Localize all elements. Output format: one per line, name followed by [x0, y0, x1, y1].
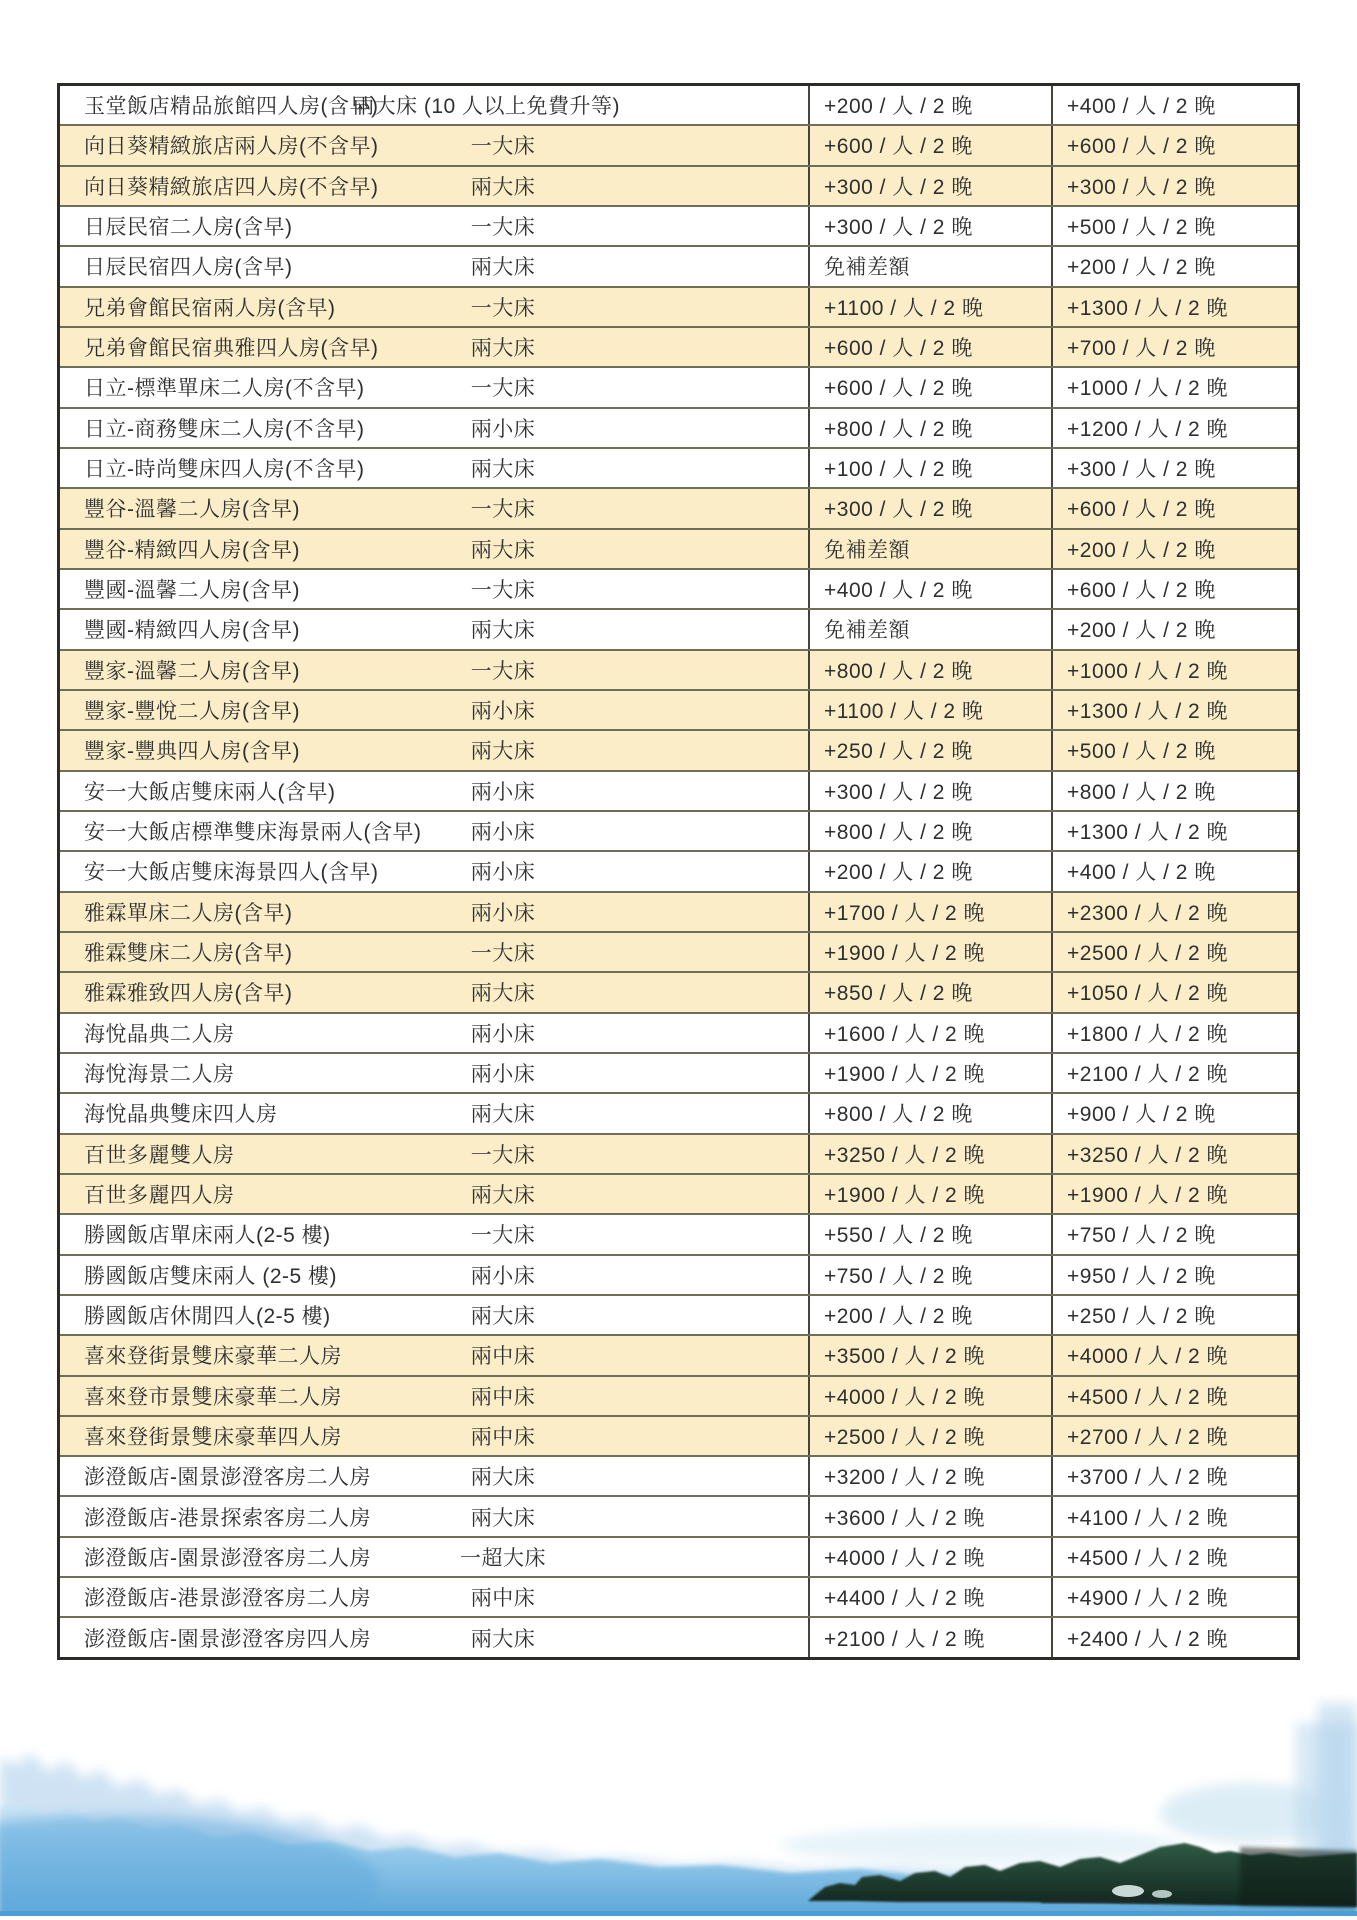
table-row	[60, 649, 1297, 689]
room-name-cell	[60, 489, 808, 527]
bed-type: 兩中床	[470, 1385, 536, 1409]
table-row	[60, 1254, 1297, 1294]
price-col2: +4000 / 人 / 2 晚	[1051, 1336, 1297, 1374]
price-col2: +400 / 人 / 2 晚	[1051, 86, 1297, 124]
room-name-cell	[60, 973, 808, 1011]
bed-type: 一大床	[470, 1143, 536, 1167]
price-col1: +1100 / 人 / 2 晚	[808, 288, 1051, 326]
price-col2: +1300 / 人 / 2 晚	[1051, 691, 1297, 729]
price-col1: +850 / 人 / 2 晚	[808, 973, 1051, 1011]
bed-type: 兩大床	[470, 1506, 536, 1530]
boat-white-2	[1152, 1890, 1172, 1898]
bed-type: 兩大床	[470, 740, 536, 764]
room-name: 百世多麗雙人房	[84, 1143, 235, 1167]
bed-type: 一大床	[470, 377, 536, 401]
price-col2: +300 / 人 / 2 晚	[1051, 449, 1297, 487]
price-col2: +700 / 人 / 2 晚	[1051, 328, 1297, 366]
bottom-white	[0, 1916, 1357, 1920]
price-col2: +4500 / 人 / 2 晚	[1051, 1377, 1297, 1415]
island-shadow	[1240, 1847, 1357, 1907]
table-row	[60, 1415, 1297, 1455]
bed-type: 兩小床	[470, 700, 536, 724]
price-col2: +500 / 人 / 2 晚	[1051, 731, 1297, 769]
room-name-cell	[60, 772, 808, 810]
room-name-cell	[60, 449, 808, 487]
room-name: 向日葵精緻旅店四人房(不含早)	[84, 175, 379, 199]
room-name-cell	[60, 1054, 808, 1092]
room-name: 安一大飯店雙床海景四人(含早)	[84, 861, 379, 885]
table-row	[60, 528, 1297, 568]
price-col1: +550 / 人 / 2 晚	[808, 1215, 1051, 1253]
room-name: 澎澄飯店-港景澎澄客房二人房	[84, 1587, 371, 1611]
room-name: 安一大飯店標準雙床海景兩人(含早)	[84, 821, 422, 845]
price-col1: +400 / 人 / 2 晚	[808, 570, 1051, 608]
bed-type: 一大床	[470, 1224, 536, 1248]
price-col2: +2500 / 人 / 2 晚	[1051, 933, 1297, 971]
table-row	[60, 608, 1297, 648]
table-row	[60, 407, 1297, 447]
boat-white	[1112, 1885, 1144, 1897]
price-col1: +4000 / 人 / 2 晚	[808, 1538, 1051, 1576]
bed-type: 兩大床	[470, 1103, 536, 1127]
price-col1: +300 / 人 / 2 晚	[808, 772, 1051, 810]
price-col2: +950 / 人 / 2 晚	[1051, 1256, 1297, 1294]
room-name-cell	[60, 247, 808, 285]
bed-type: 兩大床	[470, 256, 536, 280]
price-col2: +600 / 人 / 2 晚	[1051, 126, 1297, 164]
room-name-cell	[60, 651, 808, 689]
table-row	[60, 1173, 1297, 1213]
room-name: 豐谷-溫馨二人房(含早)	[84, 498, 300, 522]
room-name-cell	[60, 812, 808, 850]
price-col1: +600 / 人 / 2 晚	[808, 126, 1051, 164]
price-col1: +2500 / 人 / 2 晚	[808, 1417, 1051, 1455]
room-name: 雅霖單床二人房(含早)	[84, 901, 293, 925]
price-col1: +3250 / 人 / 2 晚	[808, 1135, 1051, 1173]
bed-type: 兩大床	[470, 1184, 536, 1208]
room-name-cell	[60, 126, 808, 164]
room-name-cell	[60, 1618, 808, 1656]
room-name: 日辰民宿四人房(含早)	[84, 256, 293, 280]
price-col2: +1200 / 人 / 2 晚	[1051, 409, 1297, 447]
room-name: 澎澄飯店-港景探索客房二人房	[84, 1506, 371, 1530]
room-name: 日辰民宿二人房(含早)	[84, 216, 293, 240]
table-row	[60, 891, 1297, 931]
room-name-cell	[60, 1336, 808, 1374]
room-name: 喜來登市景雙床豪華二人房	[84, 1385, 342, 1409]
price-col2: +900 / 人 / 2 晚	[1051, 1094, 1297, 1132]
room-name-cell	[60, 86, 808, 124]
room-name-cell	[60, 933, 808, 971]
bed-type: 兩中床	[470, 1587, 536, 1611]
table-row	[60, 1334, 1297, 1374]
room-name: 日立-商務雙床二人房(不含早)	[84, 417, 365, 441]
table-row	[60, 1455, 1297, 1495]
room-name: 豐家-溫馨二人房(含早)	[84, 659, 300, 683]
room-name-cell	[60, 207, 808, 245]
table-row	[60, 1012, 1297, 1052]
bed-type: 一超大床	[460, 1546, 546, 1570]
price-table-body	[60, 86, 1297, 1657]
table-row	[60, 770, 1297, 810]
room-name-cell	[60, 570, 808, 608]
room-name: 雅霖雅致四人房(含早)	[84, 982, 293, 1006]
bed-type: 一大床	[470, 216, 536, 240]
bottom-line	[0, 1911, 1357, 1916]
price-col1: +800 / 人 / 2 晚	[808, 812, 1051, 850]
room-name: 豐國-溫馨二人房(含早)	[84, 579, 300, 603]
price-col1: +200 / 人 / 2 晚	[808, 852, 1051, 890]
price-col2: +800 / 人 / 2 晚	[1051, 772, 1297, 810]
table-row	[60, 1213, 1297, 1253]
room-name-cell	[60, 409, 808, 447]
room-name-cell	[60, 691, 808, 729]
table-row	[60, 286, 1297, 326]
room-name: 海悅海景二人房	[84, 1063, 235, 1087]
price-col1: +4400 / 人 / 2 晚	[808, 1578, 1051, 1616]
table-row	[60, 124, 1297, 164]
room-name-cell	[60, 1175, 808, 1213]
room-name: 澎澄飯店-園景澎澄客房二人房	[84, 1466, 371, 1490]
sky-patch-2	[1160, 1783, 1340, 1843]
table-row	[60, 1052, 1297, 1092]
room-name-cell	[60, 610, 808, 648]
price-col1: +4000 / 人 / 2 晚	[808, 1377, 1051, 1415]
price-col2: +500 / 人 / 2 晚	[1051, 207, 1297, 245]
room-name-cell	[60, 1094, 808, 1132]
price-col1: +300 / 人 / 2 晚	[808, 167, 1051, 205]
price-col2: +4500 / 人 / 2 晚	[1051, 1538, 1297, 1576]
bed-type: 兩中床	[470, 1425, 536, 1449]
room-name: 澎澄飯店-園景澎澄客房四人房	[84, 1627, 371, 1651]
room-name-cell	[60, 368, 808, 406]
table-row	[60, 1092, 1297, 1132]
bed-type: 兩大床	[470, 1305, 536, 1328]
table-row	[60, 165, 1297, 205]
room-name: 兄弟會館民宿兩人房(含早)	[84, 296, 336, 320]
room-name: 向日葵精緻旅店兩人房(不含早)	[84, 135, 379, 159]
price-col1: +1700 / 人 / 2 晚	[808, 893, 1051, 931]
table-row	[60, 810, 1297, 850]
room-name-cell	[60, 530, 808, 568]
price-col1: 免補差額	[808, 610, 1051, 648]
price-table	[57, 83, 1300, 1660]
table-row	[60, 487, 1297, 527]
price-col2: +600 / 人 / 2 晚	[1051, 489, 1297, 527]
price-col2: +2300 / 人 / 2 晚	[1051, 893, 1297, 931]
price-col1: +1100 / 人 / 2 晚	[808, 691, 1051, 729]
table-row	[60, 1133, 1297, 1173]
room-name: 日立-標準單床二人房(不含早)	[84, 377, 365, 401]
bed-type: 兩大床 (10 人以上免費升等)	[353, 95, 621, 119]
sky-patch	[780, 1827, 1180, 1863]
room-name-cell	[60, 1538, 808, 1576]
room-name-cell	[60, 1014, 808, 1052]
table-row	[60, 1616, 1297, 1656]
price-col1: +600 / 人 / 2 晚	[808, 368, 1051, 406]
bed-type: 一大床	[470, 296, 536, 320]
price-col1: +1900 / 人 / 2 晚	[808, 1054, 1051, 1092]
room-name: 勝國飯店休閒四人(2-5 樓)	[84, 1305, 331, 1328]
price-col1: +3600 / 人 / 2 晚	[808, 1497, 1051, 1535]
price-col1: +200 / 人 / 2 晚	[808, 86, 1051, 124]
table-row	[60, 1536, 1297, 1576]
price-col2: +2400 / 人 / 2 晚	[1051, 1618, 1297, 1656]
room-name: 安一大飯店雙床兩人(含早)	[84, 780, 336, 804]
room-name: 海悅晶典二人房	[84, 1022, 235, 1046]
room-name: 澎澄飯店-園景澎澄客房二人房	[84, 1546, 371, 1570]
price-col2: +300 / 人 / 2 晚	[1051, 167, 1297, 205]
room-name-cell	[60, 1578, 808, 1616]
price-col1: +800 / 人 / 2 晚	[808, 409, 1051, 447]
price-col2: +1050 / 人 / 2 晚	[1051, 973, 1297, 1011]
bed-type: 兩大床	[470, 337, 536, 361]
table-row	[60, 1375, 1297, 1415]
room-name-cell	[60, 1256, 808, 1294]
room-name: 豐谷-精緻四人房(含早)	[84, 538, 300, 562]
table-row	[60, 1294, 1297, 1334]
price-col2: +3250 / 人 / 2 晚	[1051, 1135, 1297, 1173]
price-col2: +4900 / 人 / 2 晚	[1051, 1578, 1297, 1616]
bed-type: 兩中床	[470, 1345, 536, 1369]
room-name: 豐國-精緻四人房(含早)	[84, 619, 300, 643]
price-col1: +250 / 人 / 2 晚	[808, 731, 1051, 769]
price-col1: +100 / 人 / 2 晚	[808, 449, 1051, 487]
table-row	[60, 86, 1297, 124]
table-row	[60, 850, 1297, 890]
bed-type: 兩大床	[470, 982, 536, 1006]
room-name-cell	[60, 1296, 808, 1334]
price-col1: +3500 / 人 / 2 晚	[808, 1336, 1051, 1374]
bed-type: 兩大床	[470, 1627, 536, 1651]
room-name-cell	[60, 1457, 808, 1495]
price-col1: +300 / 人 / 2 晚	[808, 489, 1051, 527]
bed-type: 一大床	[470, 579, 536, 603]
table-row	[60, 447, 1297, 487]
room-name-cell	[60, 328, 808, 366]
table-row	[60, 971, 1297, 1011]
room-name: 海悅晶典雙床四人房	[84, 1103, 278, 1127]
price-col2: +250 / 人 / 2 晚	[1051, 1296, 1297, 1334]
room-name: 勝國飯店雙床兩人 (2-5 樓)	[84, 1264, 338, 1288]
boat-hull	[1040, 1896, 1160, 1903]
bed-type: 兩小床	[470, 1264, 536, 1288]
bed-type: 一大床	[470, 659, 536, 683]
price-col1: +1900 / 人 / 2 晚	[808, 1175, 1051, 1213]
table-row	[60, 245, 1297, 285]
room-name: 兄弟會館民宿典雅四人房(含早)	[84, 337, 379, 361]
price-col2: +2100 / 人 / 2 晚	[1051, 1054, 1297, 1092]
price-col1: +200 / 人 / 2 晚	[808, 1296, 1051, 1334]
room-name-cell	[60, 167, 808, 205]
table-row	[60, 366, 1297, 406]
bed-type: 兩小床	[470, 901, 536, 925]
room-name: 百世多麗四人房	[84, 1184, 235, 1208]
price-col2: +400 / 人 / 2 晚	[1051, 852, 1297, 890]
price-col2: +1800 / 人 / 2 晚	[1051, 1014, 1297, 1052]
room-name-cell	[60, 1377, 808, 1415]
price-col1: +2100 / 人 / 2 晚	[808, 1618, 1051, 1656]
price-col2: +1300 / 人 / 2 晚	[1051, 288, 1297, 326]
room-name: 雅霖雙床二人房(含早)	[84, 942, 293, 966]
price-col2: +200 / 人 / 2 晚	[1051, 530, 1297, 568]
room-name-cell	[60, 731, 808, 769]
table-row	[60, 1495, 1297, 1535]
room-name-cell	[60, 1135, 808, 1173]
price-col2: +200 / 人 / 2 晚	[1051, 247, 1297, 285]
bed-type: 兩小床	[470, 1063, 536, 1087]
bed-type: 兩大床	[470, 458, 536, 482]
bed-type: 兩大床	[470, 619, 536, 643]
table-row	[60, 205, 1297, 245]
table-row	[60, 931, 1297, 971]
bed-type: 兩大床	[470, 1466, 536, 1490]
price-col1: 免補差額	[808, 247, 1051, 285]
price-col2: +1000 / 人 / 2 晚	[1051, 368, 1297, 406]
room-name-cell	[60, 1417, 808, 1455]
bed-type: 兩小床	[470, 861, 536, 885]
bed-type: 兩小床	[470, 780, 536, 804]
price-col1: +800 / 人 / 2 晚	[808, 1094, 1051, 1132]
bed-type: 一大床	[470, 942, 536, 966]
price-col1: +300 / 人 / 2 晚	[808, 207, 1051, 245]
room-name: 玉堂飯店精品旅館四人房(含早)	[84, 95, 379, 119]
price-col2: +1900 / 人 / 2 晚	[1051, 1175, 1297, 1213]
room-name: 豐家-豐悅二人房(含早)	[84, 700, 300, 724]
price-col1: +3200 / 人 / 2 晚	[808, 1457, 1051, 1495]
room-name: 勝國飯店單床兩人(2-5 樓)	[84, 1224, 331, 1248]
sea-island-watercolor-image	[0, 1695, 1357, 1920]
bed-type: 兩大床	[470, 538, 536, 562]
bed-type: 兩小床	[470, 417, 536, 441]
price-col1: +800 / 人 / 2 晚	[808, 651, 1051, 689]
price-col1: +600 / 人 / 2 晚	[808, 328, 1051, 366]
room-name: 日立-時尚雙床四人房(不含早)	[84, 458, 365, 482]
table-row	[60, 689, 1297, 729]
bed-type: 兩小床	[470, 821, 536, 845]
room-name-cell	[60, 852, 808, 890]
table-row	[60, 729, 1297, 769]
room-name-cell	[60, 1497, 808, 1535]
table-row	[60, 568, 1297, 608]
room-name-cell	[60, 1215, 808, 1253]
table-row	[60, 1576, 1297, 1616]
price-col2: +1300 / 人 / 2 晚	[1051, 812, 1297, 850]
price-col1: +1600 / 人 / 2 晚	[808, 1014, 1051, 1052]
price-col1: 免補差額	[808, 530, 1051, 568]
price-col1: +1900 / 人 / 2 晚	[808, 933, 1051, 971]
room-name: 豐家-豐典四人房(含早)	[84, 740, 300, 764]
room-name-cell	[60, 893, 808, 931]
bed-type: 兩大床	[470, 175, 536, 199]
price-col2: +3700 / 人 / 2 晚	[1051, 1457, 1297, 1495]
table-row	[60, 326, 1297, 366]
room-name: 喜來登街景雙床豪華四人房	[84, 1425, 342, 1449]
price-col2: +750 / 人 / 2 晚	[1051, 1215, 1297, 1253]
price-col1: +750 / 人 / 2 晚	[808, 1256, 1051, 1294]
price-col2: +4100 / 人 / 2 晚	[1051, 1497, 1297, 1535]
room-name: 喜來登街景雙床豪華二人房	[84, 1345, 342, 1369]
bed-type: 兩小床	[470, 1022, 536, 1046]
bed-type: 一大床	[470, 498, 536, 522]
price-col2: +200 / 人 / 2 晚	[1051, 610, 1297, 648]
room-name-cell	[60, 288, 808, 326]
price-col2: +1000 / 人 / 2 晚	[1051, 651, 1297, 689]
price-col2: +2700 / 人 / 2 晚	[1051, 1417, 1297, 1455]
price-col2: +600 / 人 / 2 晚	[1051, 570, 1297, 608]
bed-type: 一大床	[470, 135, 536, 159]
